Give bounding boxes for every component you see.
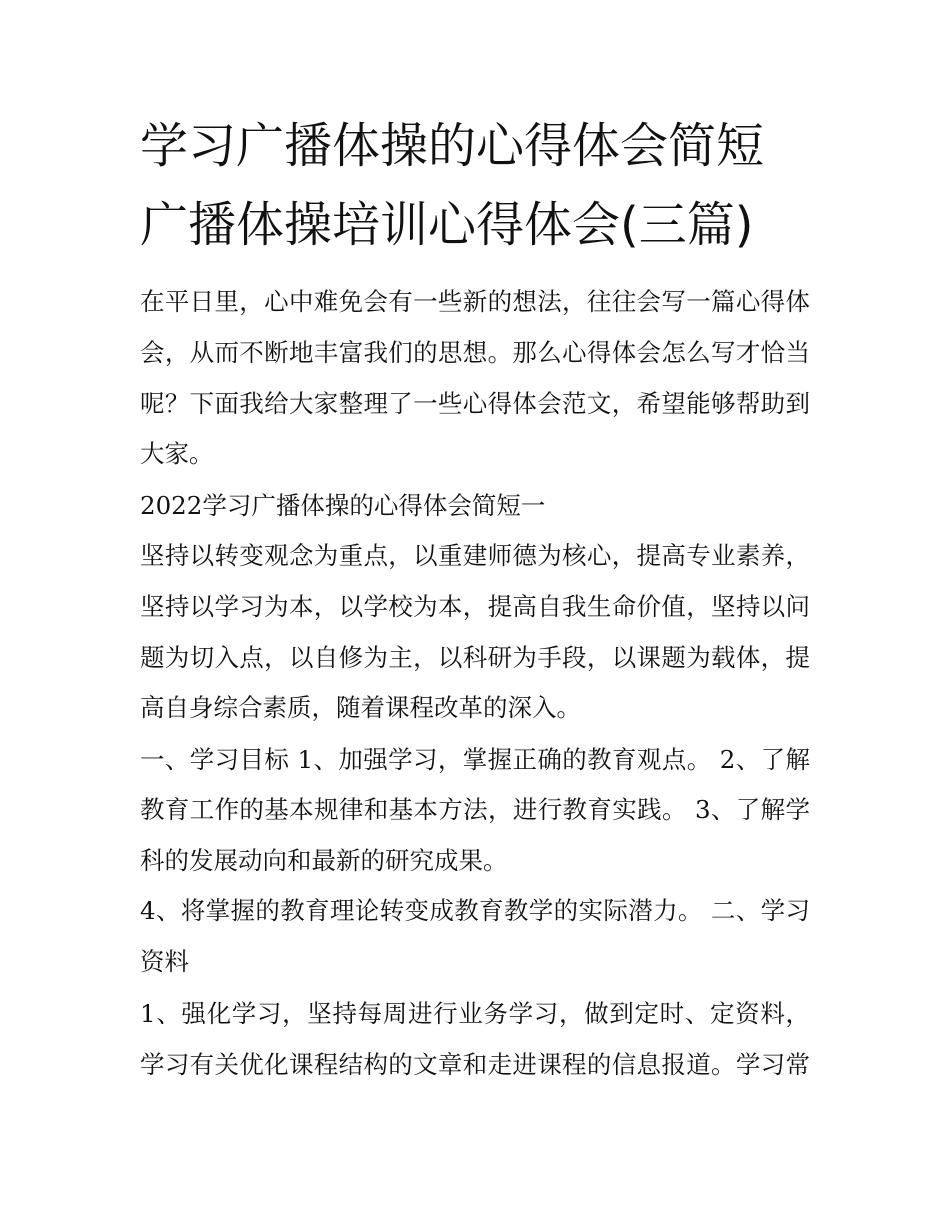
body-line: 题为切入点，以自修为主，以科研为手段，以课题为载体，提 xyxy=(140,643,810,672)
body-line: 4、将掌握的教育理论转变成教育教学的实际潜力。 二、学习 xyxy=(140,896,810,925)
body-line: 资料 xyxy=(140,947,189,976)
body-line: 1、强化学习，坚持每周进行业务学习，做到定时、定资料， xyxy=(140,999,810,1028)
body-line: 学习有关优化课程结构的文章和走进课程的信息报道。学习常 xyxy=(140,1050,810,1079)
body-line: 坚持以转变观念为重点，以重建师德为核心，提高专业素养， xyxy=(140,541,810,570)
body-line: 教育工作的基本规律和基本方法，进行教育实践。 3、了解学 xyxy=(140,795,810,824)
title-line-2: 广播体操培训心得体会(三篇) xyxy=(140,197,754,253)
body-line: 大家。 xyxy=(140,439,214,468)
body-line: 会，从而不断地丰富我们的思想。那么心得体会怎么写才恰当 xyxy=(140,338,810,367)
body-line: 2022学习广播体操的心得体会简短一 xyxy=(140,491,546,520)
title-line-1: 学习广播体操的心得体会简短 xyxy=(140,118,765,174)
body-line: 科的发展动向和最新的研究成果。 xyxy=(140,846,508,875)
body-line: 坚持以学习为本，以学校为本，提高自我生命价值，坚持以问 xyxy=(140,592,810,621)
body-line: 在平日里，心中难免会有一些新的想法，往往会写一篇心得体 xyxy=(140,287,810,316)
body-line: 高自身综合素质，随着课程改革的深入。 xyxy=(140,693,581,722)
body-line: 呢？下面我给大家整理了一些心得体会范文，希望能够帮助到 xyxy=(140,389,810,418)
body-line: 一、学习目标 1、加强学习，掌握正确的教育观点。 2、了解 xyxy=(140,745,810,774)
